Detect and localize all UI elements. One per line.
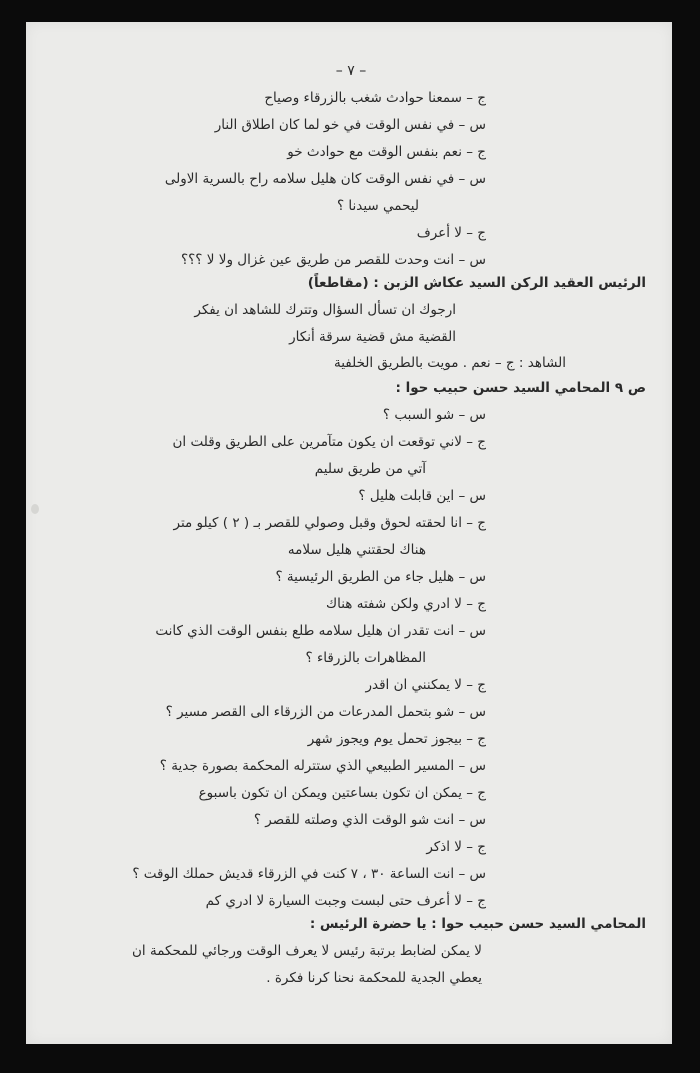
page-number: – ٧ – [335, 63, 367, 79]
transcript-line: ج – لا أعرف حتى لبست وجبت السيارة لا ادري كم [205, 893, 486, 909]
transcript-line: ج – لا ادري ولكن شفته هناك [325, 596, 486, 612]
document-page [26, 22, 672, 1044]
transcript-line: ج – لا يمكنني ان اقدر [365, 677, 486, 693]
transcript-line: س – شو بتحمل المدرعات من الزرقاء الى القصر مسير ؟ [165, 704, 486, 720]
speaker-heading: الشاهد : ج – نعم . مويت بالطريق الخلفية [333, 355, 566, 371]
transcript-line: س – في نفس الوقت في خو لما كان اطلاق النار [214, 117, 486, 133]
transcript-line: ليحمي سيدنا ؟ [336, 198, 419, 214]
punch-hole [31, 504, 39, 514]
transcript-line: س – هليل جاء من الطريق الرئيسية ؟ [275, 569, 486, 585]
transcript-line: س – في نفس الوقت كان هليل سلامه راح بالسرية الاولى [164, 171, 486, 187]
transcript-line: س – انت الساعة ٣٠ ، ٧ كنت في الزرقاء قديش حملك الوقت ؟ [132, 866, 486, 882]
speaker-heading: الرئيس العقيد الركن السيد عكاش الزبن : (مقاطعاً) [307, 275, 646, 291]
transcript-line: ج – انا لحقته لحوق وقبل وصولي للقصر بـ ( ٢ ) كيلو متر [173, 515, 486, 531]
speaker-heading: ص ٩ المحامي السيد حسن حبيب حوا : [395, 380, 646, 396]
transcript-line: ج – سمعنا حوادث شغب بالزرقاء وصياح [264, 90, 486, 106]
transcript-line: س – شو السبب ؟ [382, 407, 486, 423]
transcript-line: س – اين قابلت هليل ؟ [358, 488, 486, 504]
transcript-line: س – انت شو الوقت الذي وصلته للقصر ؟ [253, 812, 486, 828]
transcript-line: س – انت وحدت للقصر من طريق عين غزال ولا لا ؟؟؟ [180, 252, 486, 268]
transcript-line: لا يمكن لضابط برتبة رئيس لا يعرف الوقت ورجائي للمحكمة ان [132, 943, 482, 959]
transcript-line: ج – لا أعرف [416, 225, 486, 241]
transcript-line: ج – لا اذكر [426, 839, 486, 855]
transcript-line: ج – بيجوز تحمل يوم ويجوز شهر [307, 731, 486, 747]
transcript-line: المظاهرات بالزرقاء ؟ [305, 650, 426, 666]
speaker-heading: المحامي السيد حسن حبيب حوا : يا حضرة الرئيس : [309, 916, 646, 932]
transcript-line: يعطي الجدية للمحكمة نحنا كرنا فكرة . [266, 970, 482, 986]
transcript-line: س – المسير الطبيعي الذي ستترله المحكمة بصورة جدية ؟ [159, 758, 486, 774]
transcript-line: س – انت تقدر ان هليل سلامه طلع بنفس الوقت الذي كانت [155, 623, 486, 639]
transcript-line: هناك لحقتني هليل سلامه [287, 542, 426, 558]
transcript-line: ارجوك ان تسأل السؤال وتترك للشاهد ان يفكر [194, 302, 456, 318]
transcript-line: ج – لاني توقعت ان يكون متآمرين على الطريق وقلت ان [172, 434, 486, 450]
transcript-line: ج – يمكن ان تكون بساعتين ويمكن ان تكون باسبوع [198, 785, 486, 801]
transcript-line: ج – نعم بنفس الوقت مع حوادث خو [287, 144, 486, 160]
transcript-line: آتي من طريق سليم [314, 461, 426, 477]
transcript-line: القضية مش قضية سرقة أنكار [289, 329, 456, 345]
